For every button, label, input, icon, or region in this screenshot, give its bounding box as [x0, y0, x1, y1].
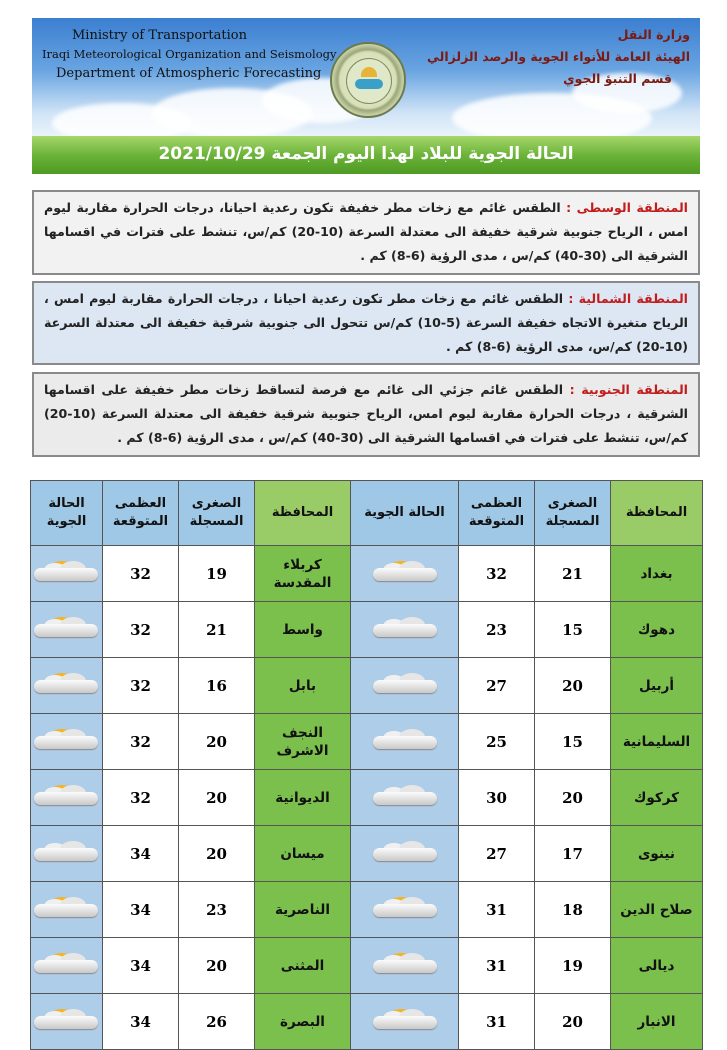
- organization-logo: [330, 42, 406, 118]
- col-header-condition: الحالة الجوية: [31, 481, 103, 546]
- partly-cloudy-icon: [369, 561, 441, 583]
- governorate-name: دهوك: [611, 602, 703, 658]
- table-row: [31, 770, 703, 826]
- table-row: [31, 658, 703, 714]
- max-temp: 30: [459, 770, 535, 826]
- region-text: الطقس غائم مع زخات مطر تكون رعدية احيانا ، درجات الحرارة مقاربة ليوم امس ، الرياح متغيرة الاتجاه خفيفة السرعة (5-10) كم/س تتحول الى جنوبية شرقية خفيفة الى معتدلة السرعة (10-20) كم/س، مدى الرؤية (6-8) كم .: [44, 291, 688, 354]
- region-text: الطقس غائم جزئي الى غائم مع فرصة لتساقط زخات مطر خفيفة على اقسامها الشرقية ، درجات الحرارة مقاربة ليوم امس، الرياح جنوبية شرقية خفيفة الى معتدلة السرعة (10-20) كم/س، تنشط على فترات في اقسامها الشرقية الى (30-40) كم/س ، مدى الرؤية (6-8) كم .: [44, 382, 688, 445]
- condition-cell: [351, 994, 459, 1050]
- min-temp: 19: [179, 546, 255, 602]
- max-temp: 34: [103, 826, 179, 882]
- table-row: [31, 882, 703, 938]
- region-name: المنطقة الجنوبية :: [569, 382, 688, 397]
- condition-cell: [351, 826, 459, 882]
- table-row: [31, 826, 703, 882]
- col-header-governorate: المحافظة: [255, 481, 351, 546]
- condition-cell: [31, 602, 103, 658]
- page-title: الحالة الجوية للبلاد لهذا اليوم الجمعة 2021/10/29: [158, 144, 574, 164]
- cloudy-icon: [369, 841, 441, 863]
- condition-cell: [351, 658, 459, 714]
- forecast-table: [30, 480, 703, 1050]
- condition-cell: [31, 770, 103, 826]
- max-temp: 31: [459, 938, 535, 994]
- max-temp: 32: [103, 770, 179, 826]
- partly-cloudy-icon: [369, 1009, 441, 1031]
- max-temp: 23: [459, 602, 535, 658]
- max-temp: 32: [103, 602, 179, 658]
- table-row: [31, 714, 703, 770]
- region-north: [32, 281, 700, 365]
- governorate-name: ميسان: [255, 826, 351, 882]
- condition-cell: [31, 546, 103, 602]
- title-bar: [32, 136, 700, 174]
- organization-name-en: Iraqi Meteorological Organization and Seismology: [42, 47, 337, 61]
- governorate-name: كركوك: [611, 770, 703, 826]
- min-temp: 26: [179, 994, 255, 1050]
- cloudy-icon: [30, 841, 102, 863]
- min-temp: 20: [535, 994, 611, 1050]
- governorate-name: الناصرية: [255, 882, 351, 938]
- governorate-name: الديوانية: [255, 770, 351, 826]
- table-row: [31, 602, 703, 658]
- min-temp: 21: [179, 602, 255, 658]
- table-header-row: [31, 481, 703, 546]
- max-temp: 25: [459, 714, 535, 770]
- max-temp: 31: [459, 882, 535, 938]
- condition-cell: [351, 882, 459, 938]
- department-name-ar: قسم التنبؤ الجوي: [563, 71, 672, 86]
- cloudy-icon: [369, 729, 441, 751]
- governorate-name: النجف الاشرف: [255, 714, 351, 770]
- partly-cloudy-icon: [30, 953, 102, 975]
- region-name: المنطقة الشمالية :: [568, 291, 688, 306]
- governorate-name: أربيل: [611, 658, 703, 714]
- governorate-name: نينوى: [611, 826, 703, 882]
- partly-cloudy-icon: [30, 729, 102, 751]
- condition-cell: [351, 546, 459, 602]
- governorate-name: الانبار: [611, 994, 703, 1050]
- condition-cell: [351, 938, 459, 994]
- max-temp: 32: [103, 714, 179, 770]
- min-temp: 23: [179, 882, 255, 938]
- max-temp: 27: [459, 826, 535, 882]
- governorate-name: المثنى: [255, 938, 351, 994]
- min-temp: 19: [535, 938, 611, 994]
- min-temp: 20: [535, 770, 611, 826]
- max-temp: 32: [103, 546, 179, 602]
- cloudy-icon: [369, 617, 441, 639]
- header-banner: [32, 18, 700, 136]
- table-row: [31, 938, 703, 994]
- col-header-min: الصغرى المسجلة: [179, 481, 255, 546]
- min-temp: 20: [179, 714, 255, 770]
- governorate-name: واسط: [255, 602, 351, 658]
- table-row: [31, 546, 703, 602]
- ministry-name-ar: وزارة النقل: [617, 27, 690, 42]
- min-temp: 17: [535, 826, 611, 882]
- max-temp: 34: [103, 994, 179, 1050]
- min-temp: 18: [535, 882, 611, 938]
- min-temp: 20: [535, 658, 611, 714]
- partly-cloudy-icon: [30, 897, 102, 919]
- partly-cloudy-icon: [30, 561, 102, 583]
- condition-cell: [31, 938, 103, 994]
- partly-cloudy-icon: [369, 897, 441, 919]
- department-name-en: Department of Atmospheric Forecasting: [56, 66, 322, 81]
- organization-name-ar: الهيئة العامة للأنواء الجوية والرصد الزلزالي: [427, 49, 690, 64]
- governorate-name: بغداد: [611, 546, 703, 602]
- col-header-condition: الحالة الجوية: [351, 481, 459, 546]
- min-temp: 15: [535, 602, 611, 658]
- governorate-name: كربلاء المقدسة: [255, 546, 351, 602]
- condition-cell: [351, 714, 459, 770]
- condition-cell: [351, 770, 459, 826]
- condition-cell: [31, 826, 103, 882]
- region-name: المنطقة الوسطى :: [566, 200, 688, 215]
- max-temp: 31: [459, 994, 535, 1050]
- region-central: [32, 190, 700, 275]
- partly-cloudy-icon: [369, 953, 441, 975]
- min-temp: 20: [179, 826, 255, 882]
- condition-cell: [31, 882, 103, 938]
- header-arabic: [427, 24, 690, 90]
- table-row: [31, 994, 703, 1050]
- governorate-name: السليمانية: [611, 714, 703, 770]
- cloudy-icon: [369, 785, 441, 807]
- condition-cell: [31, 994, 103, 1050]
- max-temp: 34: [103, 882, 179, 938]
- condition-cell: [31, 658, 103, 714]
- min-temp: 21: [535, 546, 611, 602]
- header-english: [42, 26, 336, 83]
- partly-cloudy-icon: [30, 1009, 102, 1031]
- ministry-name-en: Ministry of Transportation: [72, 28, 247, 43]
- col-header-min: الصغرى المسجلة: [535, 481, 611, 546]
- min-temp: 20: [179, 938, 255, 994]
- partly-cloudy-icon: [30, 617, 102, 639]
- condition-cell: [31, 714, 103, 770]
- col-header-governorate: المحافظة: [611, 481, 703, 546]
- governorate-name: صلاح الدين: [611, 882, 703, 938]
- min-temp: 16: [179, 658, 255, 714]
- region-text: الطقس غائم مع زخات مطر خفيفة تكون رعدية احيانا، درجات الحرارة مقاربة ليوم امس ، الرياح جنوبية شرقية خفيفة الى معتدلة السرعة (10-20) كم/س، تنشط على فترات في اقسامها الشرقية الى (30-40) كم/س ، مدى الرؤية (6-8) كم .: [44, 200, 688, 263]
- col-header-max: العظمى المتوقعة: [103, 481, 179, 546]
- min-temp: 15: [535, 714, 611, 770]
- governorate-name: البصرة: [255, 994, 351, 1050]
- col-header-max: العظمى المتوقعة: [459, 481, 535, 546]
- condition-cell: [351, 602, 459, 658]
- max-temp: 32: [459, 546, 535, 602]
- min-temp: 20: [179, 770, 255, 826]
- region-south: [32, 372, 700, 457]
- cloudy-icon: [369, 673, 441, 695]
- max-temp: 27: [459, 658, 535, 714]
- max-temp: 34: [103, 938, 179, 994]
- partly-cloudy-icon: [30, 785, 102, 807]
- max-temp: 32: [103, 658, 179, 714]
- partly-cloudy-icon: [30, 673, 102, 695]
- governorate-name: بابل: [255, 658, 351, 714]
- governorate-name: ديالى: [611, 938, 703, 994]
